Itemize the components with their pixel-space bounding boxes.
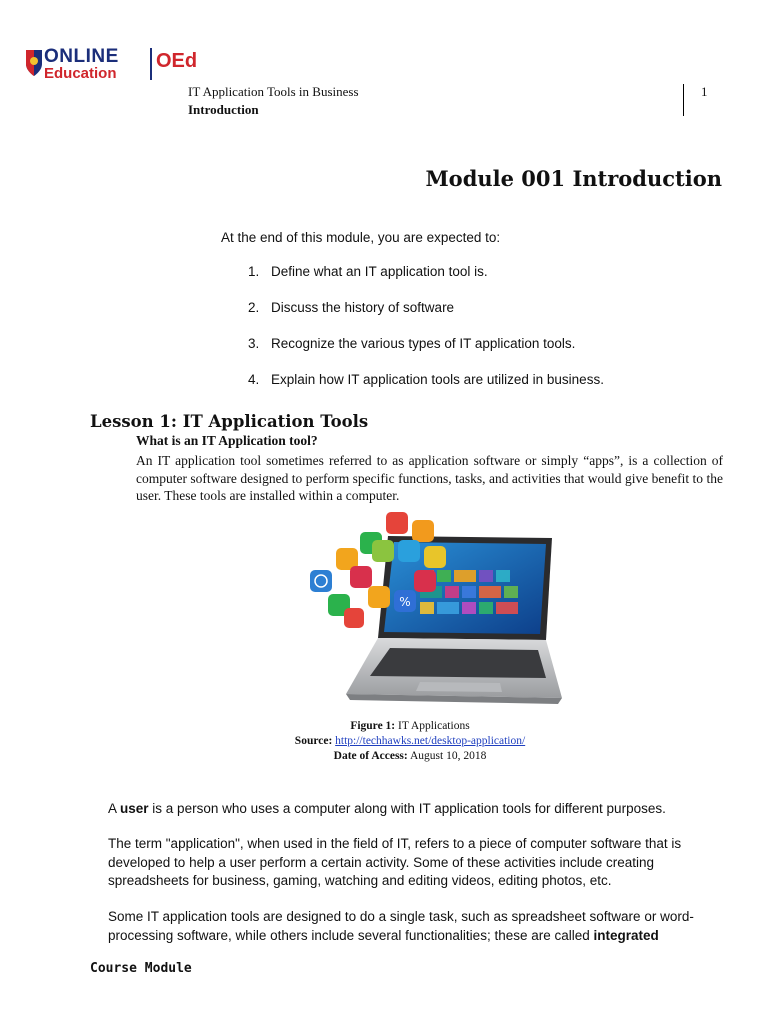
bold-term-integrated: integrated — [593, 927, 659, 943]
online-education-logo — [24, 44, 198, 84]
text-run: Some IT application tools are designed to do a single task, such as spreadsheet software or word-processing software, while others include several functionalities; these are called — [108, 909, 694, 943]
objective-text: Define what an IT application tool is. — [271, 264, 488, 279]
objective-number: 1. — [248, 264, 260, 279]
date-value: August 10, 2018 — [409, 750, 487, 762]
figure-source — [240, 735, 580, 747]
logo-divider — [150, 48, 152, 80]
objectives-intro: At the end of this module, you are expected to: — [221, 230, 501, 245]
source-link[interactable]: http://techhawks.net/desktop-application/ — [335, 735, 526, 747]
bold-term-user: user — [120, 801, 149, 816]
objective-number: 3. — [248, 336, 260, 351]
source-label: Source: — [294, 735, 333, 747]
text-run: A — [108, 801, 121, 816]
logo-line-online: ONLINE — [44, 46, 119, 67]
text-run: is a person who uses a computer along with IT application tools for different purposes. — [148, 801, 666, 816]
figure-caption-text: IT Applications — [398, 720, 470, 732]
figure-caption — [240, 720, 580, 732]
objective-text: Recognize the various types of IT application tools. — [271, 336, 576, 351]
objective-number: 4. — [248, 372, 260, 387]
module-title: Module 001 Introduction — [425, 166, 722, 191]
header-section-title: Introduction — [188, 102, 259, 117]
header-divider — [683, 84, 684, 116]
date-label: Date of Access: — [333, 750, 408, 762]
footer-course-module: Course Module — [90, 961, 192, 976]
objective-text: Explain how IT application tools are utilized in business. — [271, 372, 604, 387]
svg-text:%: % — [399, 595, 411, 609]
user-definition-paragraph — [108, 800, 718, 819]
objective-number: 2. — [248, 300, 260, 315]
application-term-paragraph: The term "application", when used in the field of IT, refers to a piece of computer software that is developed to help a user perform a certain activity. Some of these activities include creating spreadsheets for business, gaming, watching and editing videos, editing photos, etc. — [108, 836, 682, 888]
logo-abbrev: OEd — [156, 50, 198, 72]
crest-icon — [24, 48, 44, 78]
integrated-tools-paragraph — [108, 908, 718, 945]
lesson-paragraph: An IT application tool sometimes referred to as application software or simply “apps”, is a collection of computer software designed to perform specific functions, tasks, and activities that would give benefit to the user. These tools are installed within a computer. — [136, 453, 723, 503]
header-course-title: IT Application Tools in Business — [188, 84, 359, 99]
figure-date — [240, 750, 580, 762]
laptop-apps-illustration — [300, 508, 562, 713]
page-number: 1 — [701, 84, 708, 99]
objective-text: Discuss the history of software — [271, 300, 455, 315]
figure-label: Figure 1: — [350, 720, 396, 732]
lesson-subheading: What is an IT Application tool? — [136, 433, 318, 448]
lesson-title: Lesson 1: IT Application Tools — [90, 412, 369, 431]
logo-line-education: Education — [44, 65, 117, 82]
